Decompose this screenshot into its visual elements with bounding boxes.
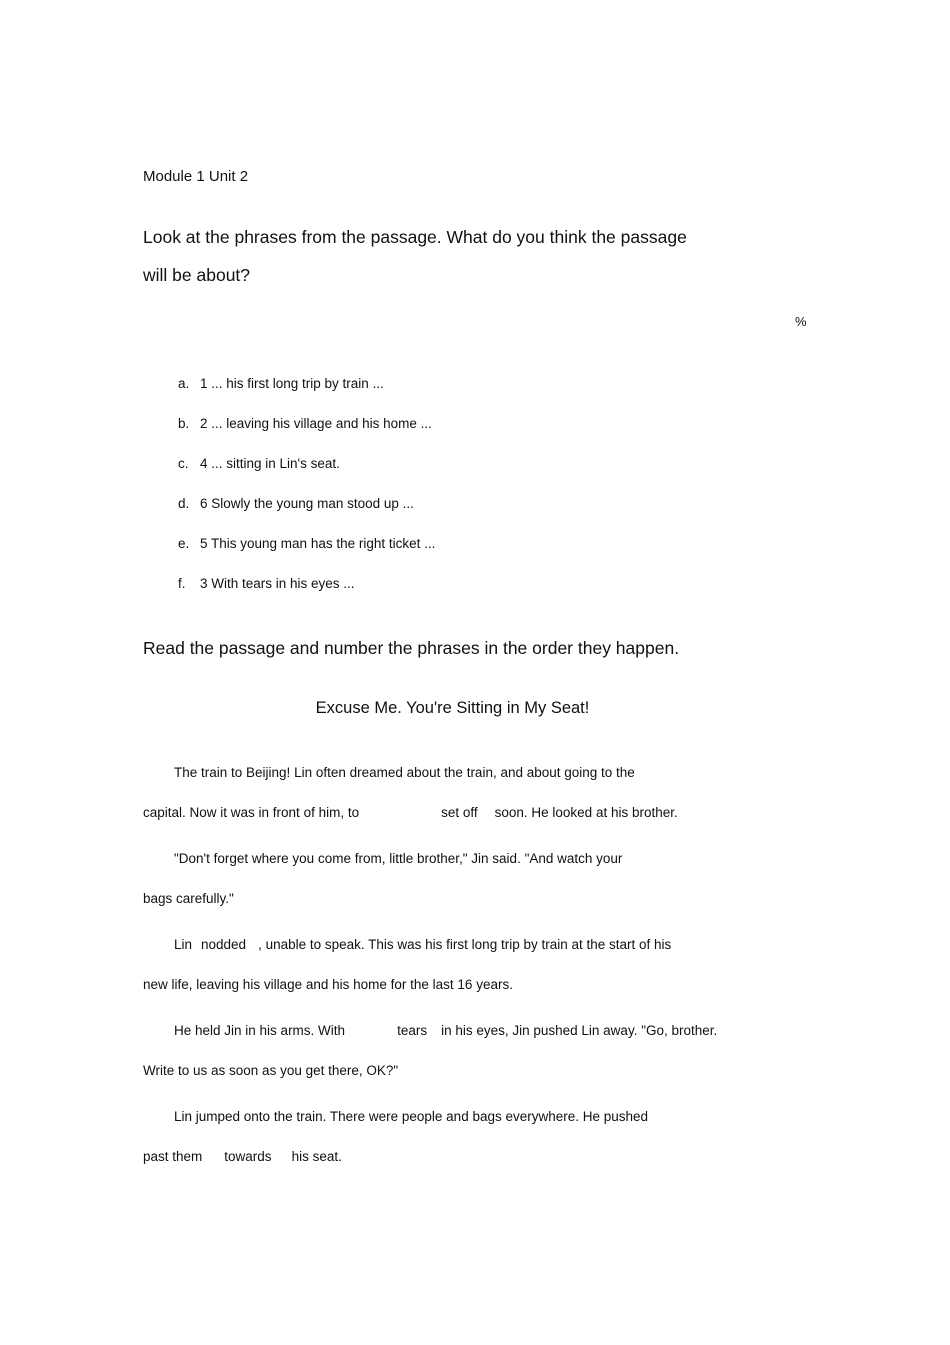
text-segment: in his eyes, Jin pushed Lin away. "Go, brother. [441,1023,718,1038]
passage-p3-line-2: new life, leaving his village and his home for the last 16 years. [143,977,513,992]
text-segment: soon. He looked at his brother. [494,805,678,820]
text-segment: Lin [174,937,193,952]
module-heading: Module 1 Unit 2 [143,168,249,185]
passage-p3-line-1 [174,937,671,952]
filled-blank: nodded [201,937,247,952]
passage-p5-line-1: Lin jumped onto the train. There were people and bags everywhere. He pushed [174,1109,649,1124]
text-segment: capital. Now it was in front of him, to [143,805,360,820]
text-segment: , unable to speak. This was his first long trip by train at the start of his [258,937,672,952]
option-letter: c. [178,456,189,471]
filled-blank: towards [224,1149,272,1164]
passage-p4-line-1 [174,1023,717,1038]
passage-p4-line-2: Write to us as soon as you get there, OK?" [143,1063,399,1078]
text-segment: his seat. [291,1149,342,1164]
option-text: 6 Slowly the young man stood up ... [200,496,414,511]
filled-blank: set off [441,805,478,820]
option-letter: f. [178,576,186,591]
stray-mark: % [795,314,807,329]
question-2: Read the passage and number the phrases in the order they happen. [143,638,680,658]
option-letter: d. [178,496,190,511]
passage-p1-line-1: The train to Beijing! Lin often dreamed about the train, and about going to the [174,765,635,780]
text-segment: He held Jin in his arms. With [174,1023,346,1038]
passage-p2-line-2: bags carefully." [143,891,234,906]
passage-p5-line-2 [143,1149,342,1164]
passage-p1-line-2 [143,805,678,820]
question-1-line-2: will be about? [143,265,251,285]
filled-blank: tears [397,1023,428,1038]
option-text: 1 ... his first long trip by train ... [200,376,384,391]
option-text: 4 ... sitting in Lin's seat. [200,456,340,471]
question-1-line-1: Look at the phrases from the passage. What do you think the passage [143,227,687,247]
passage-p2-line-1: "Don't forget where you come from, little brother," Jin said. "And watch your [174,851,623,866]
option-text: 5 This young man has the right ticket ... [200,536,436,551]
option-text: 3 With tears in his eyes ... [200,576,355,591]
option-letter: a. [178,376,190,391]
passage-title: Excuse Me. You're Sitting in My Seat! [315,699,590,717]
option-letter: b. [178,416,190,431]
text-segment: past them [143,1149,203,1164]
option-letter: e. [178,536,190,551]
option-text: 2 ... leaving his village and his home ... [200,416,432,431]
